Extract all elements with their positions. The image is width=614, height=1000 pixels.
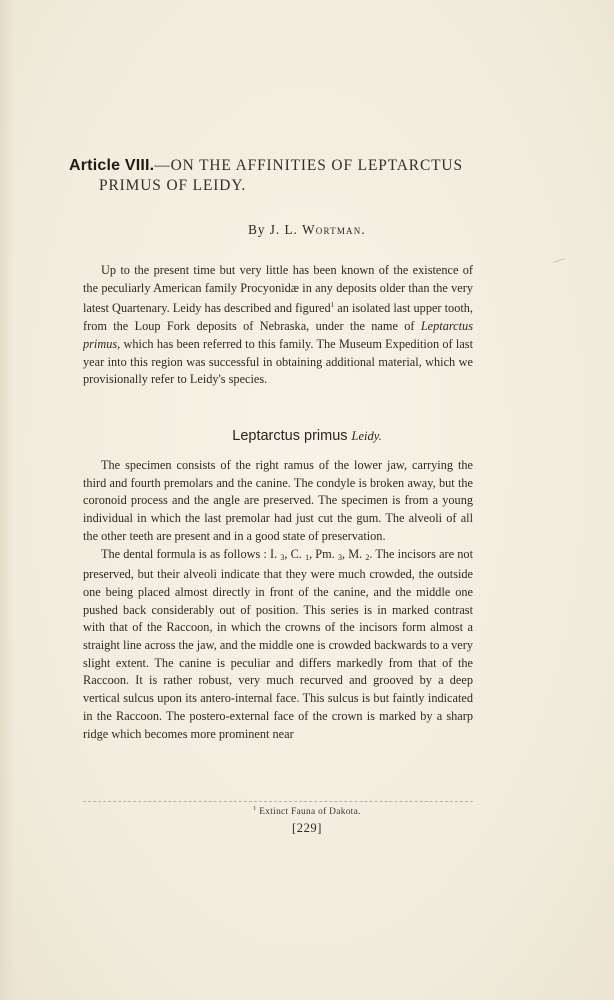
byline: [0, 222, 614, 238]
title-line-2: PRIMUS OF LEIDY.: [99, 177, 247, 194]
article-label: Article VIII.: [69, 157, 155, 174]
article-title: [69, 156, 489, 196]
description-body: [83, 457, 473, 743]
byline-prefix: By J. L.: [248, 222, 298, 237]
section-heading-text: Leptarctus primus: [232, 428, 348, 444]
section-authority: Leidy.: [351, 429, 382, 443]
author-name: Wortman.: [302, 222, 366, 237]
specimen-paragraph: The specimen consists of the right ramus of the lower jaw, carrying the third and fourth premolars and the canine. The condyle is broken away, but the coronoid process and the angle are preserved. The specimen is from a young individual in which the last premolar had just cut the gum. The alveoli of all the other teeth are present and in a good state of preservation.: [83, 458, 473, 543]
page-edge-shadow: [0, 0, 14, 1000]
section-heading: [0, 428, 614, 445]
footnote-text: Extinct Fauna of Dakota.: [259, 807, 361, 818]
title-line-1: —ON THE AFFINITIES OF LEPTARCTUS: [154, 157, 463, 174]
dental-paragraph: The dental formula is as follows : I. $_3$, C. $_1$, Pm. $_3$, M. $_2$. The incisors are not preserved, but their alveoli indicate that they were much crowded, the outside one being placed almost directly in front of the canine, and the middle one pushed back considerably out of position. This series is in marked contrast with that of the Raccoon, in which the crowns of the incisors form almost a straight line across the jaw, and the middle one is crowded backwards to a very slight extent. The canine is peculiar and differs markedly from that of the Raccoon. It is rather robust, very much recurved and grooved by a deep vertical sulcus upon its antero-internal face. This sulcus is but faintly indicated in the Raccoon. The postero-external face of the crown is marked by a sharp ridge which becomes more prominent near: [83, 546, 473, 741]
intro-text-3: which has been referred to this family. The Museum Expedition of last year into this region was successful in obtaining additional material, which we provisionally refer to Leidy's species.: [83, 336, 473, 387]
page-number: [229]: [291, 821, 323, 835]
intro-paragraph: [83, 262, 473, 389]
intro-text-2: an isolated last upper tooth, from the Loup Fork deposits of Nebraska, under the name of: [83, 301, 473, 334]
species-name-italic: Leptarctus primus,: [83, 319, 473, 351]
intro-text-1: Up to the present time but very little has been known of the existence of the peculiarly American family Procyonidæ in any deposits older than the very latest Quartenary. Leidy has described and figured: [83, 263, 473, 316]
footnote-marker: 1: [253, 806, 257, 812]
footnote: [0, 806, 614, 817]
footnote-rule: [83, 801, 473, 802]
footnote-ref: 1: [330, 301, 335, 310]
